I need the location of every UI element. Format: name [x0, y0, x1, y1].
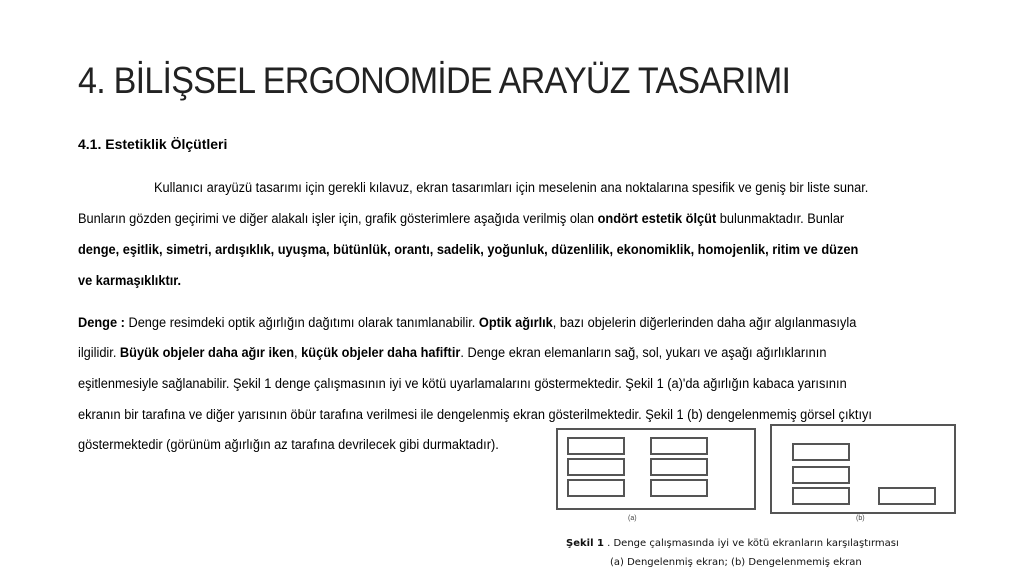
figure-b-label: (b) [856, 515, 865, 522]
para1-line1 [154, 180, 868, 195]
fourteen-criteria-bold: ondört estetik ölçüt [597, 211, 717, 226]
para2-line5 [78, 437, 499, 452]
figure-a-box-left-2 [567, 458, 625, 476]
para2-line3 [78, 376, 847, 391]
figure-caption-label: Şekil 1 [566, 538, 604, 549]
para2-line2 [78, 345, 826, 360]
para2-text-5: göstermektedir (görünüm ağırlığın az tarafına devrilecek gibi durmaktadır). [78, 437, 499, 452]
figure-b-box-1 [792, 443, 850, 461]
criteria-list-bold: denge, eşitlik, simetri, ardışıklık, uyuşma, bütünlük, orantı, sadelik, yoğunluk, düzenlilik, ekonomiklik, homojenlik, ritim ve düzen [78, 242, 859, 257]
para2-text-3: eşitlenmesiyle sağlanabilir. Şekil 1 denge çalışmasının iyi ve kötü uyarlamalarını göstermektedir. Şekil 1 (a)'da ağırlığın kabaca yarısının [78, 376, 847, 391]
balance-term-bold: Denge : [78, 315, 125, 330]
figure-a-label: (a) [628, 515, 637, 522]
figure-b-box-3 [792, 487, 850, 505]
large-objects-bold: Büyük objeler daha ağır iken [119, 345, 295, 360]
figure-b-box-4 [878, 487, 936, 505]
optical-weight-bold: Optik ağırlık [478, 315, 553, 330]
para1-text-2a: Bunların gözden geçirimi ve diğer alakalı işler için, grafik gösterimlere aşağıda verilmiş olan [78, 211, 598, 226]
criteria-list-end-bold: ve karmaşıklıktır. [78, 273, 182, 288]
page-title: 4. BİLİŞSEL ERGONOMİDE ARAYÜZ TASARIMI [78, 60, 791, 101]
para1-text-1: Kullanıcı arayüzü tasarımı için gerekli kılavuz, ekran tasarımları için meselenin ana noktalarına spesifik ve geniş bir liste sunar. [154, 180, 869, 195]
section-heading: 4.1. Estetiklik Ölçütleri [78, 136, 228, 152]
small-objects-bold: küçük objeler daha hafiftir [301, 345, 461, 360]
para1-line4 [78, 273, 181, 288]
figure-b-box-2 [792, 466, 850, 484]
para2-line1 [78, 315, 856, 330]
para2-text-4: ekranın bir tarafına ve diğer yarısının öbür tarafına verilmesi ile dengelenmiş ekran gösterilmektedir. Şekil 1 (b) dengelenmemiş görsel çıktıyı [78, 407, 872, 422]
para1-text-2c: bulunmaktadır. Bunlar [716, 211, 845, 226]
figure-a-box-left-3 [567, 479, 625, 497]
para1-line3 [78, 242, 858, 257]
para2-text-1d: , bazı objelerin diğerlerinden daha ağır algılanmasıyla [552, 315, 857, 330]
figure-a-box-right-3 [650, 479, 708, 497]
para2-text-1b: Denge resimdeki optik ağırlığın dağıtımı olarak tanımlanabilir. [124, 315, 479, 330]
para2-text-2c: , [294, 345, 302, 360]
figure-caption-text: . Denge çalışmasında iyi ve kötü ekranların karşılaştırması [603, 538, 899, 549]
para2-text-2a: ilgilidir. [78, 345, 120, 360]
para2-text-2e: . Denge ekran elemanların sağ, sol, yukarı ve aşağı ağırlıklarının [460, 345, 827, 360]
figure-a-box-right-1 [650, 437, 708, 455]
figure-caption-line2: (a) Dengelenmiş ekran; (b) Dengelenmemiş ekran [610, 557, 862, 568]
figure-caption [566, 538, 899, 549]
figure-a-box-left-1 [567, 437, 625, 455]
para2-line4 [78, 407, 872, 422]
figure-a-box-right-2 [650, 458, 708, 476]
para1-line2 [78, 211, 844, 226]
